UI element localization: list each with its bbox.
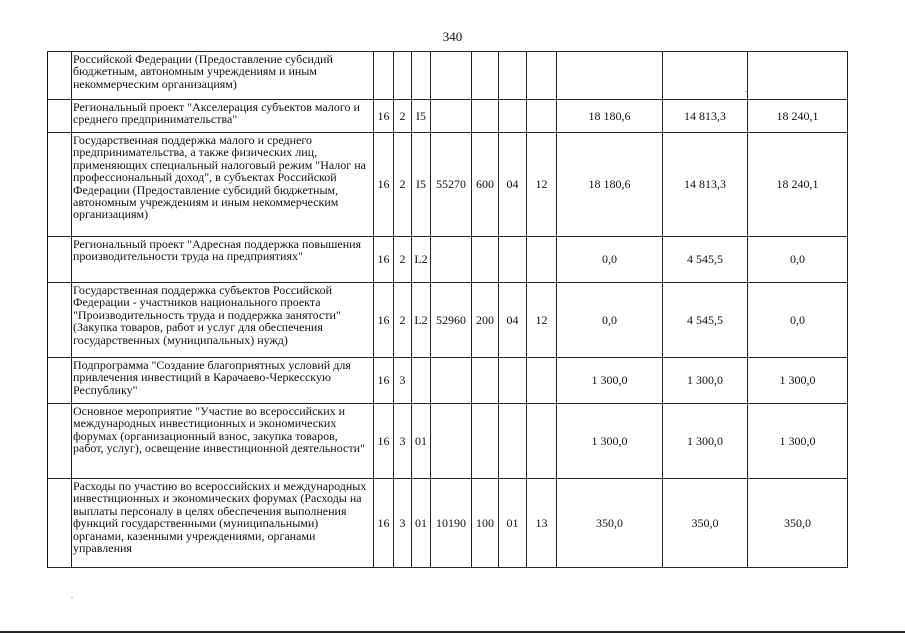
subsection-code <box>527 52 557 100</box>
program-code: 16 <box>374 283 394 358</box>
program-code: 16 <box>374 100 394 133</box>
amount-year-3: 1 300,0 <box>748 358 848 404</box>
subprogram-code: 2 <box>394 133 412 237</box>
amount-year-2: 14 813,3 <box>663 100 748 133</box>
amount-year-1: 18 180,6 <box>557 100 663 133</box>
amount-year-1: 1 300,0 <box>557 404 663 479</box>
main-event-code: 01 <box>412 479 431 568</box>
section-code: 04 <box>499 283 527 358</box>
subsection-code <box>527 237 557 283</box>
amount-year-2: 14 813,3 <box>663 133 748 237</box>
expense-direction-code: 52960 <box>431 283 472 358</box>
table-row <box>48 358 848 404</box>
expense-direction-code: 55270 <box>431 133 472 237</box>
row-margin-cell <box>48 100 72 133</box>
section-code <box>499 237 527 283</box>
expense-direction-code <box>431 100 472 133</box>
subsection-code: 12 <box>527 283 557 358</box>
row-name: Государственная поддержка малого и среднего предпринимательства, а также физических лиц, применяющих специальный налоговый режим "Налог на профессиональный доход", в субъектах Российской Федерации (Предоставление субсидий бюджетным, автономным учреждениям и иным некоммерческим организациям) <box>72 133 374 237</box>
amount-year-2: 1 300,0 <box>663 404 748 479</box>
expense-type-code: 100 <box>472 479 499 568</box>
amount-year-2 <box>663 52 748 100</box>
budget-table <box>47 51 848 568</box>
amount-year-3: 18 240,1 <box>748 100 848 133</box>
table-row <box>48 283 848 358</box>
expense-direction-code <box>431 358 472 404</box>
main-event-code <box>412 358 431 404</box>
amount-year-1: 350,0 <box>557 479 663 568</box>
row-name: Российской Федерации (Предоставление субсидий бюджетным, автономным учреждениям и иным некоммерческим организациям) <box>72 52 374 100</box>
main-event-code: L2 <box>412 283 431 358</box>
program-code <box>374 52 394 100</box>
expense-direction-code <box>431 404 472 479</box>
expense-type-code <box>472 404 499 479</box>
budget-table-body <box>48 52 848 568</box>
amount-year-2: 350,0 <box>663 479 748 568</box>
main-event-code <box>412 52 431 100</box>
row-margin-cell <box>48 358 72 404</box>
scan-speck <box>745 91 747 92</box>
expense-direction-code: 10190 <box>431 479 472 568</box>
section-code <box>499 100 527 133</box>
section-code <box>499 52 527 100</box>
row-name: Подпрограмма "Создание благоприятных условий для привлечения инвестиций в Карачаево-Черкесскую Республику" <box>72 358 374 404</box>
row-margin-cell <box>48 237 72 283</box>
table-row <box>48 133 848 237</box>
amount-year-3: 1 300,0 <box>748 404 848 479</box>
row-margin-cell <box>48 479 72 568</box>
amount-year-1 <box>557 52 663 100</box>
amount-year-3: 0,0 <box>748 283 848 358</box>
page-number: 340 <box>442 29 463 44</box>
row-margin-cell <box>48 52 72 100</box>
subprogram-code: 3 <box>394 358 412 404</box>
subprogram-code: 2 <box>394 283 412 358</box>
row-margin-cell <box>48 283 72 358</box>
expense-direction-code <box>431 52 472 100</box>
subsection-code: 13 <box>527 479 557 568</box>
expense-type-code: 600 <box>472 133 499 237</box>
table-row <box>48 100 848 133</box>
amount-year-1: 0,0 <box>557 237 663 283</box>
program-code: 16 <box>374 479 394 568</box>
expense-type-code: 200 <box>472 283 499 358</box>
main-event-code: 01 <box>412 404 431 479</box>
expense-type-code <box>472 237 499 283</box>
table-row <box>48 52 848 100</box>
amount-year-2: 4 545,5 <box>663 237 748 283</box>
row-margin-cell <box>48 404 72 479</box>
amount-year-2: 4 545,5 <box>663 283 748 358</box>
bottom-scan-border <box>0 631 905 633</box>
expense-type-code <box>472 358 499 404</box>
row-name: Государственная поддержка субъектов Российской Федерации - участников национального проекта "Производительность труда и поддержка занятости" (Закупка товаров, работ и услуг для обеспечения государственных (муниципальных) нужд) <box>72 283 374 358</box>
amount-year-3: 18 240,1 <box>748 133 848 237</box>
subprogram-code: 2 <box>394 100 412 133</box>
section-code: 01 <box>499 479 527 568</box>
row-name: Расходы по участию во всероссийских и международных инвестиционных и экономических форумах (Расходы на выплаты персоналу в целях обеспечения выполнения функций государственными (муниципальными) органами, казенными учреждениями, органами управления <box>72 479 374 568</box>
section-code <box>499 358 527 404</box>
table-row <box>48 479 848 568</box>
amount-year-3: 0,0 <box>748 237 848 283</box>
scan-speck <box>71 597 73 598</box>
program-code: 16 <box>374 237 394 283</box>
main-event-code: I5 <box>412 133 431 237</box>
subsection-code <box>527 358 557 404</box>
table-row <box>48 404 848 479</box>
table-row <box>48 237 848 283</box>
amount-year-1: 1 300,0 <box>557 358 663 404</box>
subsection-code <box>527 404 557 479</box>
subsection-code: 12 <box>527 133 557 237</box>
expense-type-code <box>472 52 499 100</box>
amount-year-1: 18 180,6 <box>557 133 663 237</box>
main-event-code: I5 <box>412 100 431 133</box>
row-name: Региональный проект "Акселерация субъектов малого и среднего предпринимательства" <box>72 100 374 133</box>
amount-year-2: 1 300,0 <box>663 358 748 404</box>
subprogram-code: 3 <box>394 404 412 479</box>
amount-year-3: 350,0 <box>748 479 848 568</box>
expense-direction-code <box>431 237 472 283</box>
program-code: 16 <box>374 358 394 404</box>
row-name: Основное мероприятие "Участие во всероссийских и международных инвестиционных и экономических форумах (организационный взнос, закупка товаров, работ, услуг), освещение инвестиционной деятельности" <box>72 404 374 479</box>
amount-year-1: 0,0 <box>557 283 663 358</box>
program-code: 16 <box>374 133 394 237</box>
subprogram-code <box>394 52 412 100</box>
row-name: Региональный проект "Адресная поддержка повышения производительности труда на предприятиях" <box>72 237 374 283</box>
main-event-code: L2 <box>412 237 431 283</box>
subprogram-code: 3 <box>394 479 412 568</box>
subsection-code <box>527 100 557 133</box>
program-code: 16 <box>374 404 394 479</box>
section-code: 04 <box>499 133 527 237</box>
amount-year-3 <box>748 52 848 100</box>
row-margin-cell <box>48 133 72 237</box>
section-code <box>499 404 527 479</box>
subprogram-code: 2 <box>394 237 412 283</box>
expense-type-code <box>472 100 499 133</box>
